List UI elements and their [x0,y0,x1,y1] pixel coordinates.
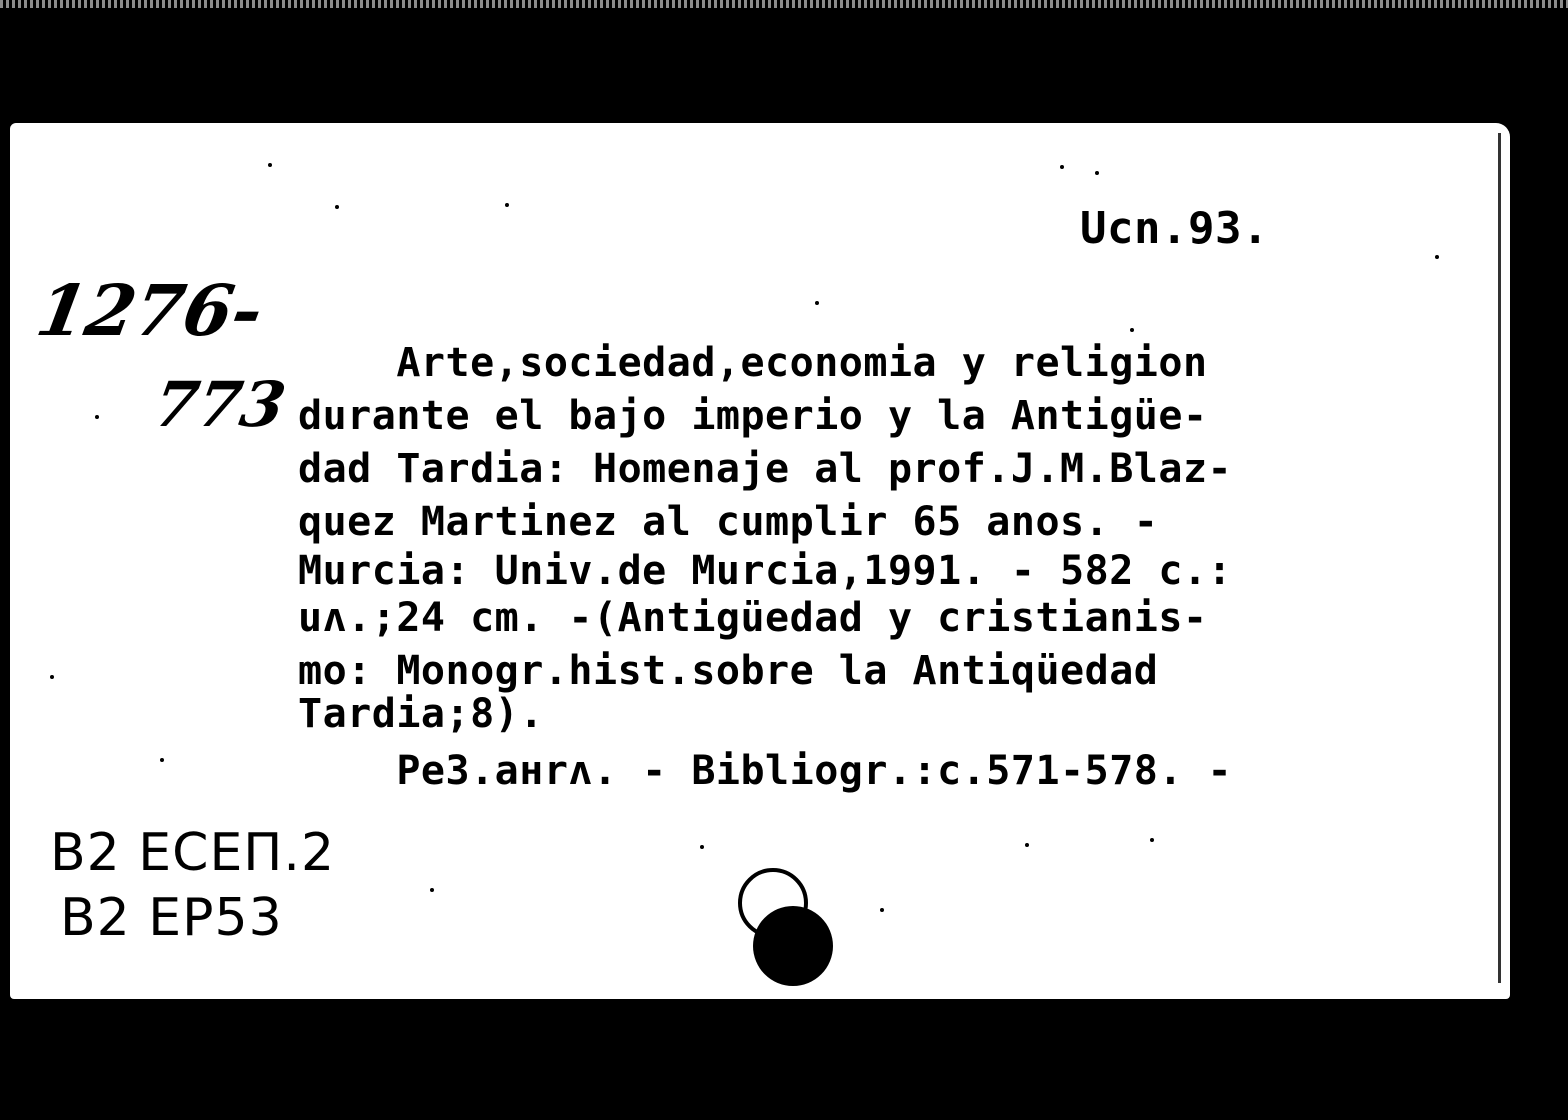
speck [50,675,54,679]
location-code: B2 EP53 [60,888,283,948]
speck [505,203,509,207]
entry-line: Arte,sociedad,economia y religion [298,340,1208,386]
entry-line: Tardia;8). [298,691,544,737]
speck [95,415,99,419]
shelfmark: Ucn.93. [1080,203,1269,254]
speck [1130,328,1134,332]
catalog-card [10,123,1510,999]
card-right-edge [1498,133,1501,983]
speck [160,758,164,762]
entry-line: durante el bajo imperio y la Antigüe- [298,393,1208,439]
speck [700,845,704,849]
speck [815,301,819,305]
entry-line: mo: Monogr.hist.sobre la Antiqüedad [298,648,1159,694]
speck [335,205,339,209]
entry-line: quez Martinez al cumplir 65 anos. - [298,499,1159,545]
speck [1060,165,1064,169]
location-code: B2 ECEП.2 [50,823,336,883]
speck [1025,843,1029,847]
entry-line: dad Tardia: Homenaje al prof.J.M.Blaz- [298,446,1233,492]
entry-line: uʌ.;24 cm. -(Antigüedad y cristianis- [298,595,1208,641]
scan-edge-strip [0,0,1568,8]
punch-hole-stamp [735,858,845,988]
speck [268,163,272,167]
accession-number-line1: 1276- [30,269,270,352]
speck [880,908,884,912]
accession-number-line2: 773 [148,368,291,441]
entry-line: Pe3.aнrʌ. - Bibliogr.:c.571-578. - [298,748,1233,794]
speck [1150,838,1154,842]
speck [430,888,434,892]
speck [1095,171,1099,175]
speck [1435,255,1439,259]
entry-line: Murcia: Univ.de Murcia,1991. - 582 c.: [298,548,1233,594]
